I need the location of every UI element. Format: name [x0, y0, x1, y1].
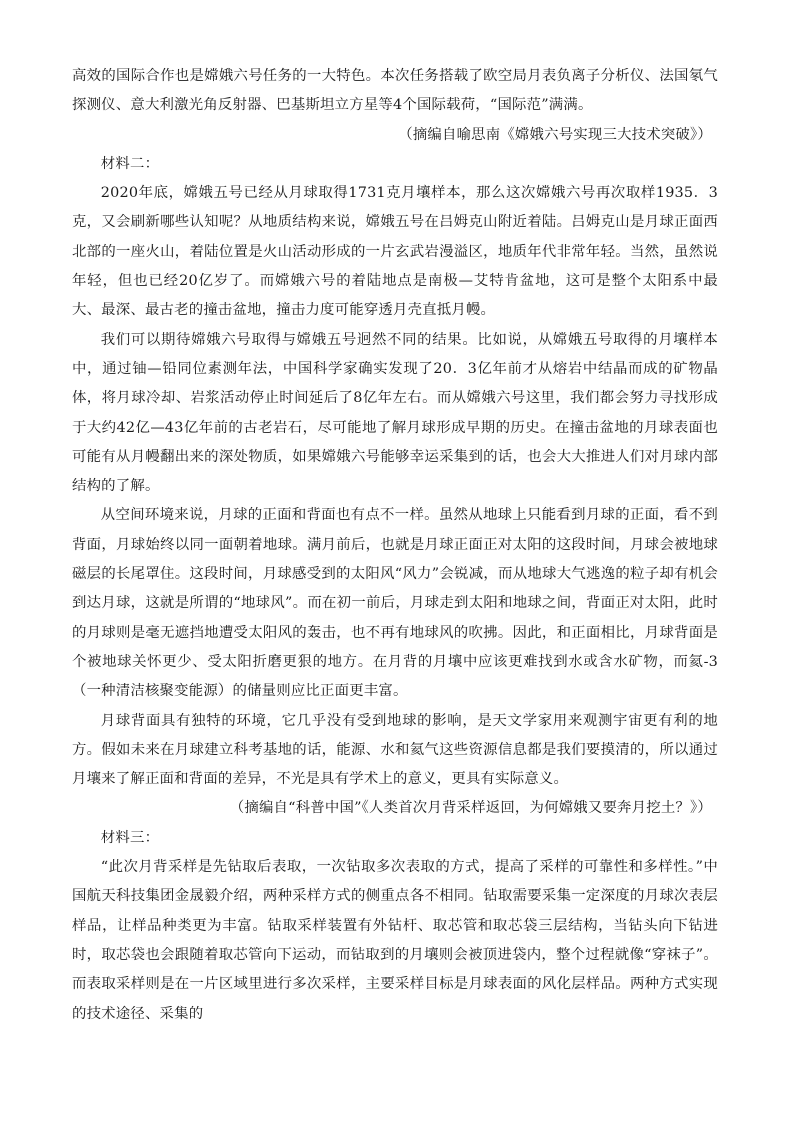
paragraph-geology: 2020年底，嫦娥五号已经从月球取得1731克月壤样本，那么这次嫦娥六号再次取样1935．3克，又会刷新哪些认知呢？从地质结构来说，嫦娥五号在吕姆克山附近着陆。吕姆克山是月球正面西北部的一座火山，着陆位置是火山活动形成的一片玄武岩漫溢区，地质年代非常年轻。当然，虽然说年轻，但也已经20亿岁了。而嫦娥六号的着陆地点是南极—艾特肯盆地，这可是整个太阳系中最大、最深、最古老的撞击盆地，撞击力度可能穿透月壳直抵月幔。: [72, 185, 718, 319]
source-citation-1: （摘编自喻思南《嫦娥六号实现三大技术突破》）: [398, 126, 712, 143]
source-citation-2: （摘编自“科普中国”《人类首次月背采样返回，为何嫦娥又要奔月挖土？》）: [229, 800, 712, 817]
section-label-material-3: 材料三：: [100, 829, 160, 846]
paragraph-far-side: 月球背面具有独特的环境，它几乎没有受到地球的影响，是天文学家用来观测宇宙更有利的地方。假如未来在月球建立科考基地的话，能源、水和氦气这些资源信息都是我们要摸清的，所以通过月壤来了解正面和背面的差异，不光是具有学术上的意义，更具有实际意义。: [72, 712, 718, 788]
paragraph-space-environment: 从空间环境来说，月球的正面和背面也有点不一样。虽然从地球上只能看到月球的正面，看不到背面，月球始终以同一面朝着地球。满月前后，也就是月球正面正对太阳的这段时间，月球会被地球磁层的长尾罩住。这段时间，月球感受到的太阳风“风力”会锐减，而从地球大气逃逸的粒子却有机会到达月球，这就是所谓的“地球风”。而在初一前后，月球走到太阳和地球之间，背面正对太阳，此时的月球则是毫无遮挡地遭受太阳风的轰击，也不再有地球风的吹拂。因此，和正面相比，月球背面是个被地球关怀更少、受太阳折磨更狠的地方。在月背的月壤中应该更难找到水或含水矿物，而氦-3（一种清洁核聚变能源）的储量则应比正面更丰富。: [72, 507, 718, 700]
paragraph-expectations: 我们可以期待嫦娥六号取得与嫦娥五号迥然不同的结果。比如说，从嫦娥五号取得的月壤样本中，通过铀—铅同位素测年法，中国科学家确实发现了20．3亿年前才从熔岩中结晶而成的矿物晶体，将月球冷却、岩浆活动停止时间延后了8亿年左右。而从嫦娥六号这里，我们都会努力寻找形成于大约42亿—43亿年前的古老岩石，尽可能地了解月球形成早期的历史。在撞击盆地的月球表面也可能有从月幔翻出来的深处物质，如果嫦娥六号能够幸运采集到的话，也会大大推进人们对月球内部结构的了解。: [72, 331, 718, 495]
document-page: [72, 62, 718, 1029]
paragraph-intl-cooperation: 高效的国际合作也是嫦娥六号任务的一大特色。本次任务搭载了欧空局月表负离子分析仪、法国氡气探测仪、意大利激光角反射器、巴基斯坦立方星等4个国际载荷，“国际范”满满。: [72, 68, 718, 114]
paragraph-sampling: “此次月背采样是先钻取后表取，一次钻取多次表取的方式，提高了采样的可靠性和多样性。”中国航天科技集团金晟毅介绍，两种采样方式的侧重点各不相同。钻取需要采集一定深度的月球次表层样品，让样品种类更为丰富。钻取采样装置有外钻杆、取芯管和取芯袋三层结构，当钻头向下钻进时，取芯袋也会跟随着取芯管向下运动，而钻取到的月壤则会被顶进袋内，整个过程就像“穿袜子”。而表取采样则是在一片区域里进行多次采样，主要采样目标是月球表面的风化层样品。两种方式实现的技术途径、采集的: [72, 859, 718, 1022]
section-label-material-2: 材料二：: [100, 155, 160, 172]
